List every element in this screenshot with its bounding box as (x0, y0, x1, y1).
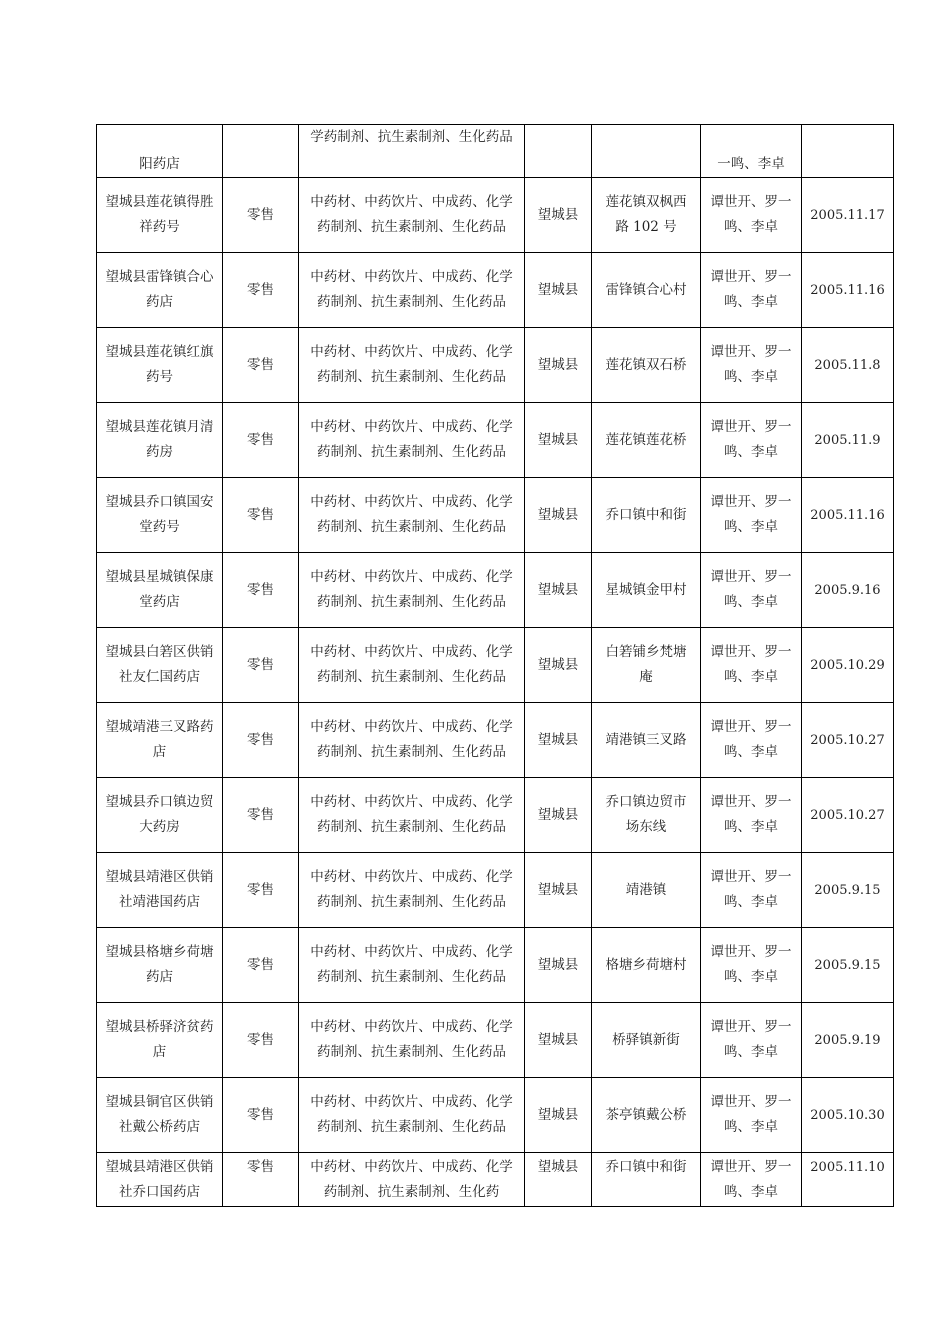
address-cell: 莲花镇莲花桥 (592, 403, 701, 478)
table-row (97, 1078, 894, 1153)
address-cell: 白箬铺乡梵塘庵 (592, 628, 701, 703)
business-type-cell: 零售 (223, 253, 299, 328)
pharmacy-name-cell: 望城县乔口镇国安堂药号 (97, 478, 223, 553)
county-cell: 望城县 (525, 928, 592, 1003)
county-cell: 望城县 (525, 328, 592, 403)
table-row (97, 478, 894, 553)
date-cell: 2005.9.15 (802, 853, 894, 928)
pharmacy-name-cell: 望城县靖港区供销社靖港国药店 (97, 853, 223, 928)
business-type-cell: 零售 (223, 628, 299, 703)
county-cell: 望城县 (525, 253, 592, 328)
business-type-cell: 零售 (223, 1003, 299, 1078)
date-cell: 2005.11.9 (802, 403, 894, 478)
inspectors-cell: 谭世开、罗一鸣、李卓 (701, 1153, 802, 1207)
table-row (97, 853, 894, 928)
table-body (97, 125, 894, 1207)
pharmacy-name-cell: 望城县格塘乡荷塘药店 (97, 928, 223, 1003)
table-row (97, 253, 894, 328)
pharmacy-name-cell: 阳药店 (97, 125, 223, 178)
pharmacy-name-cell: 望城县莲花镇得胜祥药号 (97, 178, 223, 253)
county-cell: 望城县 (525, 853, 592, 928)
pharmacy-name-cell: 望城县乔口镇边贸大药房 (97, 778, 223, 853)
address-cell: 乔口镇边贸市场东线 (592, 778, 701, 853)
address-cell: 格塘乡荷塘村 (592, 928, 701, 1003)
pharmacy-name-cell: 望城县莲花镇红旗药号 (97, 328, 223, 403)
date-cell: 2005.11.17 (802, 178, 894, 253)
pharmacy-name-cell: 望城靖港三叉路药店 (97, 703, 223, 778)
table-row (97, 553, 894, 628)
inspectors-cell: 谭世开、罗一鸣、李卓 (701, 478, 802, 553)
inspectors-cell: 一鸣、李卓 (701, 125, 802, 178)
pharmacy-registry-table (96, 124, 894, 1207)
table-row (97, 328, 894, 403)
business-type-cell: 零售 (223, 1153, 299, 1207)
county-cell: 望城县 (525, 553, 592, 628)
table-row (97, 703, 894, 778)
pharmacy-name-cell: 望城县白箬区供销社友仁国药店 (97, 628, 223, 703)
business-scope-cell: 中药材、中药饮片、中成药、化学药制剂、抗生素制剂、生化药品 (299, 478, 525, 553)
business-scope-cell: 学药制剂、抗生素制剂、生化药品 (299, 125, 525, 178)
inspectors-cell: 谭世开、罗一鸣、李卓 (701, 1078, 802, 1153)
inspectors-cell: 谭世开、罗一鸣、李卓 (701, 253, 802, 328)
inspectors-cell: 谭世开、罗一鸣、李卓 (701, 703, 802, 778)
date-cell: 2005.9.19 (802, 1003, 894, 1078)
business-scope-cell: 中药材、中药饮片、中成药、化学药制剂、抗生素制剂、生化药 (299, 1153, 525, 1207)
table-row (97, 125, 894, 178)
county-cell: 望城县 (525, 478, 592, 553)
inspectors-cell: 谭世开、罗一鸣、李卓 (701, 778, 802, 853)
inspectors-cell: 谭世开、罗一鸣、李卓 (701, 853, 802, 928)
date-cell: 2005.11.16 (802, 478, 894, 553)
business-type-cell: 零售 (223, 853, 299, 928)
business-type-cell: 零售 (223, 328, 299, 403)
business-scope-cell: 中药材、中药饮片、中成药、化学药制剂、抗生素制剂、生化药品 (299, 253, 525, 328)
address-cell: 乔口镇中和街 (592, 478, 701, 553)
county-cell: 望城县 (525, 1078, 592, 1153)
address-cell: 乔口镇中和街 (592, 1153, 701, 1207)
inspectors-cell: 谭世开、罗一鸣、李卓 (701, 328, 802, 403)
address-cell (592, 125, 701, 178)
business-scope-cell: 中药材、中药饮片、中成药、化学药制剂、抗生素制剂、生化药品 (299, 553, 525, 628)
business-scope-cell: 中药材、中药饮片、中成药、化学药制剂、抗生素制剂、生化药品 (299, 928, 525, 1003)
pharmacy-name-cell: 望城县桥驿济贫药店 (97, 1003, 223, 1078)
business-type-cell: 零售 (223, 703, 299, 778)
address-cell: 莲花镇双石桥 (592, 328, 701, 403)
pharmacy-name-cell: 望城县靖港区供销社乔口国药店 (97, 1153, 223, 1207)
date-cell: 2005.9.15 (802, 928, 894, 1003)
business-type-cell: 零售 (223, 553, 299, 628)
date-cell: 2005.10.27 (802, 703, 894, 778)
address-cell: 茶亭镇戴公桥 (592, 1078, 701, 1153)
table-row (97, 178, 894, 253)
county-cell: 望城县 (525, 703, 592, 778)
business-type-cell: 零售 (223, 178, 299, 253)
inspectors-cell: 谭世开、罗一鸣、李卓 (701, 553, 802, 628)
table-row (97, 778, 894, 853)
date-cell: 2005.11.10 (802, 1153, 894, 1207)
inspectors-cell: 谭世开、罗一鸣、李卓 (701, 628, 802, 703)
pharmacy-name-cell: 望城县星城镇保康堂药店 (97, 553, 223, 628)
date-cell: 2005.10.29 (802, 628, 894, 703)
business-scope-cell: 中药材、中药饮片、中成药、化学药制剂、抗生素制剂、生化药品 (299, 1003, 525, 1078)
county-cell: 望城县 (525, 628, 592, 703)
inspectors-cell: 谭世开、罗一鸣、李卓 (701, 928, 802, 1003)
county-cell: 望城县 (525, 1153, 592, 1207)
table-row (97, 1003, 894, 1078)
business-type-cell (223, 125, 299, 178)
date-cell: 2005.9.16 (802, 553, 894, 628)
business-scope-cell: 中药材、中药饮片、中成药、化学药制剂、抗生素制剂、生化药品 (299, 1078, 525, 1153)
date-cell (802, 125, 894, 178)
inspectors-cell: 谭世开、罗一鸣、李卓 (701, 178, 802, 253)
business-type-cell: 零售 (223, 478, 299, 553)
inspectors-cell: 谭世开、罗一鸣、李卓 (701, 403, 802, 478)
table-row (97, 1153, 894, 1207)
table-row (97, 928, 894, 1003)
county-cell: 望城县 (525, 778, 592, 853)
date-cell: 2005.10.30 (802, 1078, 894, 1153)
business-scope-cell: 中药材、中药饮片、中成药、化学药制剂、抗生素制剂、生化药品 (299, 853, 525, 928)
pharmacy-name-cell: 望城县雷锋镇合心药店 (97, 253, 223, 328)
business-scope-cell: 中药材、中药饮片、中成药、化学药制剂、抗生素制剂、生化药品 (299, 328, 525, 403)
business-type-cell: 零售 (223, 1078, 299, 1153)
business-scope-cell: 中药材、中药饮片、中成药、化学药制剂、抗生素制剂、生化药品 (299, 778, 525, 853)
county-cell: 望城县 (525, 1003, 592, 1078)
county-cell: 望城县 (525, 178, 592, 253)
inspectors-cell: 谭世开、罗一鸣、李卓 (701, 1003, 802, 1078)
address-cell: 靖港镇三叉路 (592, 703, 701, 778)
date-cell: 2005.11.16 (802, 253, 894, 328)
address-cell: 莲花镇双枫西路 102 号 (592, 178, 701, 253)
business-scope-cell: 中药材、中药饮片、中成药、化学药制剂、抗生素制剂、生化药品 (299, 178, 525, 253)
address-cell: 桥驿镇新街 (592, 1003, 701, 1078)
table-row (97, 403, 894, 478)
business-type-cell: 零售 (223, 403, 299, 478)
table-row (97, 628, 894, 703)
date-cell: 2005.11.8 (802, 328, 894, 403)
business-type-cell: 零售 (223, 928, 299, 1003)
county-cell (525, 125, 592, 178)
business-scope-cell: 中药材、中药饮片、中成药、化学药制剂、抗生素制剂、生化药品 (299, 403, 525, 478)
address-cell: 靖港镇 (592, 853, 701, 928)
address-cell: 雷锋镇合心村 (592, 253, 701, 328)
business-scope-cell: 中药材、中药饮片、中成药、化学药制剂、抗生素制剂、生化药品 (299, 628, 525, 703)
pharmacy-name-cell: 望城县莲花镇月清药房 (97, 403, 223, 478)
business-type-cell: 零售 (223, 778, 299, 853)
address-cell: 星城镇金甲村 (592, 553, 701, 628)
county-cell: 望城县 (525, 403, 592, 478)
business-scope-cell: 中药材、中药饮片、中成药、化学药制剂、抗生素制剂、生化药品 (299, 703, 525, 778)
pharmacy-name-cell: 望城县铜官区供销社戴公桥药店 (97, 1078, 223, 1153)
date-cell: 2005.10.27 (802, 778, 894, 853)
